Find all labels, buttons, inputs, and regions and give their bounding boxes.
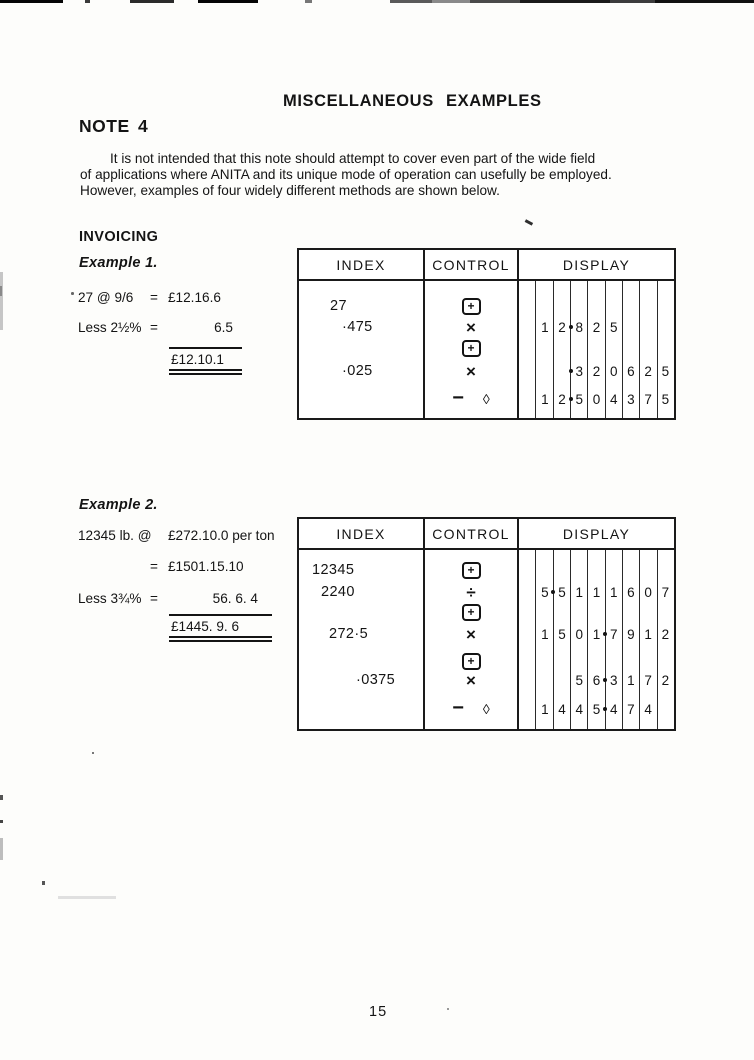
example2-line3-lhs: Less 3¾%	[78, 591, 142, 606]
display-digit: 0	[609, 363, 618, 379]
display-digit: 1	[644, 626, 652, 642]
index-value: 2240	[321, 584, 355, 600]
example2-line3-value: 56. 6. 4	[212, 591, 258, 606]
decimal-dot-icon	[603, 707, 607, 711]
index-value: ·025	[342, 363, 373, 379]
display-digit	[519, 622, 536, 646]
display-column-body	[517, 550, 674, 729]
display-row	[519, 580, 674, 604]
display-digit	[519, 580, 536, 604]
scan-artifact	[42, 881, 45, 885]
display-row	[519, 668, 674, 692]
display-digit: 2	[661, 626, 670, 642]
display-digit: 7	[644, 672, 652, 688]
control-multiply	[425, 359, 517, 383]
display-digit: 6	[627, 363, 635, 379]
table-header-row	[299, 250, 674, 281]
display-row	[519, 697, 674, 721]
plus-box-icon: +	[462, 604, 481, 621]
index-header: INDEX	[336, 525, 386, 542]
diamond-icon: ◊	[482, 701, 490, 717]
index-value: ·475	[342, 319, 373, 335]
display-digit	[536, 668, 553, 692]
display-digit	[657, 315, 674, 339]
display-digit: 2	[644, 363, 652, 379]
page-title: MISCELLANEOUS EXAMPLES	[283, 92, 542, 110]
example2-line1-value: £272.10.0 per ton	[168, 528, 275, 543]
control-plus-box	[425, 558, 517, 582]
display-digit: 4	[644, 701, 652, 717]
display-digit: 1	[541, 391, 549, 407]
equals-sign: =	[150, 320, 158, 335]
scan-artifact	[0, 286, 2, 296]
display-digit: 1	[541, 319, 549, 335]
decimal-dot-icon	[603, 632, 607, 636]
display-digit	[622, 315, 639, 339]
divide-icon: ÷	[466, 582, 476, 602]
scan-artifact	[0, 838, 3, 860]
display-digit: 2	[592, 363, 601, 379]
control-header: CONTROL	[423, 519, 517, 548]
scan-artifact-top-bar	[0, 0, 754, 3]
display-header: DISPLAY	[517, 250, 674, 279]
index-column-body	[299, 550, 423, 729]
table-body	[299, 281, 674, 418]
control-minus-diamond	[425, 697, 517, 721]
equals-sign: =	[150, 290, 158, 305]
display-digit: 2	[592, 319, 601, 335]
example1-line1-lhs: 27 @ 9/6	[78, 290, 134, 305]
multiply-icon: ×	[466, 317, 476, 337]
scan-artifact	[0, 820, 3, 823]
control-column-body	[423, 281, 517, 418]
section-heading-invoicing: INVOICING	[79, 229, 159, 245]
example1-line2-lhs: Less 2½%	[78, 320, 142, 335]
table-body	[299, 550, 674, 729]
display-digit: 2	[661, 672, 670, 688]
minus-icon: −	[452, 696, 464, 719]
control-plus-box	[425, 336, 517, 360]
display-digit: 1	[592, 584, 601, 600]
plus-box-icon: +	[462, 562, 481, 579]
paragraph-line: of applications where ANITA and its unique mode of operation can usefully be employed.	[80, 167, 612, 183]
scan-artifact	[0, 272, 3, 330]
display-digit: 7	[609, 626, 618, 642]
display-digit: 5	[541, 584, 549, 600]
example2-total: £1445. 9. 6	[169, 614, 272, 642]
display-digit: 1	[541, 626, 549, 642]
plus-box-icon: +	[462, 653, 481, 670]
display-digit: 2	[558, 319, 566, 335]
display-row	[519, 622, 674, 646]
display-digit: 7	[661, 584, 670, 600]
equals-sign: =	[150, 559, 158, 574]
display-digit: 3	[627, 391, 635, 407]
display-digit: 0	[592, 391, 601, 407]
example1-label: Example 1.	[79, 255, 158, 271]
plus-box-icon: +	[462, 340, 481, 357]
display-digit: 3	[575, 363, 584, 379]
display-digit: 7	[627, 701, 635, 717]
scan-artifact	[447, 1008, 449, 1010]
display-digit: 7	[644, 391, 652, 407]
display-digit: 6	[592, 672, 601, 688]
control-header: CONTROL	[423, 250, 517, 279]
diamond-icon: ◊	[482, 391, 490, 407]
display-row	[519, 315, 674, 339]
scan-artifact	[525, 219, 533, 225]
plus-box-icon: +	[462, 298, 481, 315]
control-multiply	[425, 622, 517, 646]
display-digit: 6	[627, 584, 635, 600]
display-digit: 5	[558, 584, 566, 600]
paragraph-line: However, examples of four widely different methods are shown below.	[80, 183, 500, 199]
display-digit	[519, 668, 536, 692]
display-digit	[519, 387, 536, 411]
index-value: ·0375	[356, 672, 396, 688]
display-digit	[519, 315, 536, 339]
display-digit: 3	[609, 672, 618, 688]
index-column-body	[299, 281, 423, 418]
scan-artifact	[58, 896, 116, 899]
example1-table	[297, 248, 676, 420]
display-header: DISPLAY	[517, 519, 674, 548]
example2-line1-lhs: 12345 lb. @	[78, 528, 152, 543]
display-digit	[519, 359, 536, 383]
decimal-dot-icon	[551, 590, 555, 594]
display-digit: 1	[627, 672, 635, 688]
control-multiply	[425, 668, 517, 692]
display-digit: 5	[558, 626, 566, 642]
multiply-icon: ×	[466, 624, 476, 644]
control-minus-diamond	[425, 387, 517, 411]
decimal-dot-icon	[569, 397, 573, 401]
display-digit	[553, 668, 570, 692]
display-digit: 5	[609, 319, 618, 335]
display-digit: 5	[575, 672, 584, 688]
display-digit: 5	[575, 391, 584, 407]
display-digit: 4	[575, 701, 584, 717]
scan-artifact	[92, 752, 94, 754]
display-digit: 4	[609, 391, 618, 407]
example2-table	[297, 517, 676, 731]
page-number: 15	[369, 1004, 388, 1020]
display-digit: 0	[575, 626, 584, 642]
multiply-icon: ×	[466, 361, 476, 381]
scan-artifact	[71, 292, 74, 295]
index-value: 27	[330, 298, 347, 314]
display-digit: 9	[627, 626, 635, 642]
table-header-row	[299, 519, 674, 550]
index-value: 12345	[312, 562, 355, 578]
display-digit: 5	[592, 701, 601, 717]
example2-line2-value: £1501.15.10	[168, 559, 244, 574]
display-row	[519, 387, 674, 411]
display-digit	[640, 315, 657, 339]
decimal-dot-icon	[569, 369, 573, 373]
example1-line1-value: £12.16.6	[168, 290, 221, 305]
index-header: INDEX	[336, 256, 386, 273]
intro-paragraph	[80, 151, 690, 200]
decimal-dot-icon	[569, 325, 573, 329]
index-value: 272·5	[329, 626, 369, 642]
multiply-icon: ×	[466, 670, 476, 690]
example2-label: Example 2.	[79, 497, 158, 513]
paragraph-line: It is not intended that this note should attempt to cover even part of the wide field	[110, 151, 596, 166]
display-digit: 5	[661, 391, 670, 407]
display-digit: 4	[558, 701, 566, 717]
display-column-body	[517, 281, 674, 418]
display-digit: 8	[575, 319, 584, 335]
example1-total: £12.10.1	[169, 347, 242, 375]
display-row	[519, 359, 674, 383]
decimal-dot-icon	[603, 678, 607, 682]
example1-line2-value: 6.5	[214, 320, 233, 335]
equals-sign: =	[150, 591, 158, 606]
display-digit	[536, 359, 553, 383]
display-digit: 1	[592, 626, 601, 642]
display-digit: 1	[609, 584, 618, 600]
display-digit: 4	[609, 701, 618, 717]
display-digit: 0	[644, 584, 652, 600]
control-column-body	[423, 550, 517, 729]
scan-artifact	[0, 795, 3, 800]
display-digit: 5	[661, 363, 670, 379]
control-plus-box	[425, 600, 517, 624]
display-digit	[519, 697, 536, 721]
display-digit: 2	[558, 391, 566, 407]
display-digit: 1	[541, 701, 549, 717]
display-digit	[657, 697, 674, 721]
note-heading: NOTE 4	[79, 116, 149, 136]
display-digit: 1	[575, 584, 584, 600]
minus-icon: −	[452, 386, 464, 409]
